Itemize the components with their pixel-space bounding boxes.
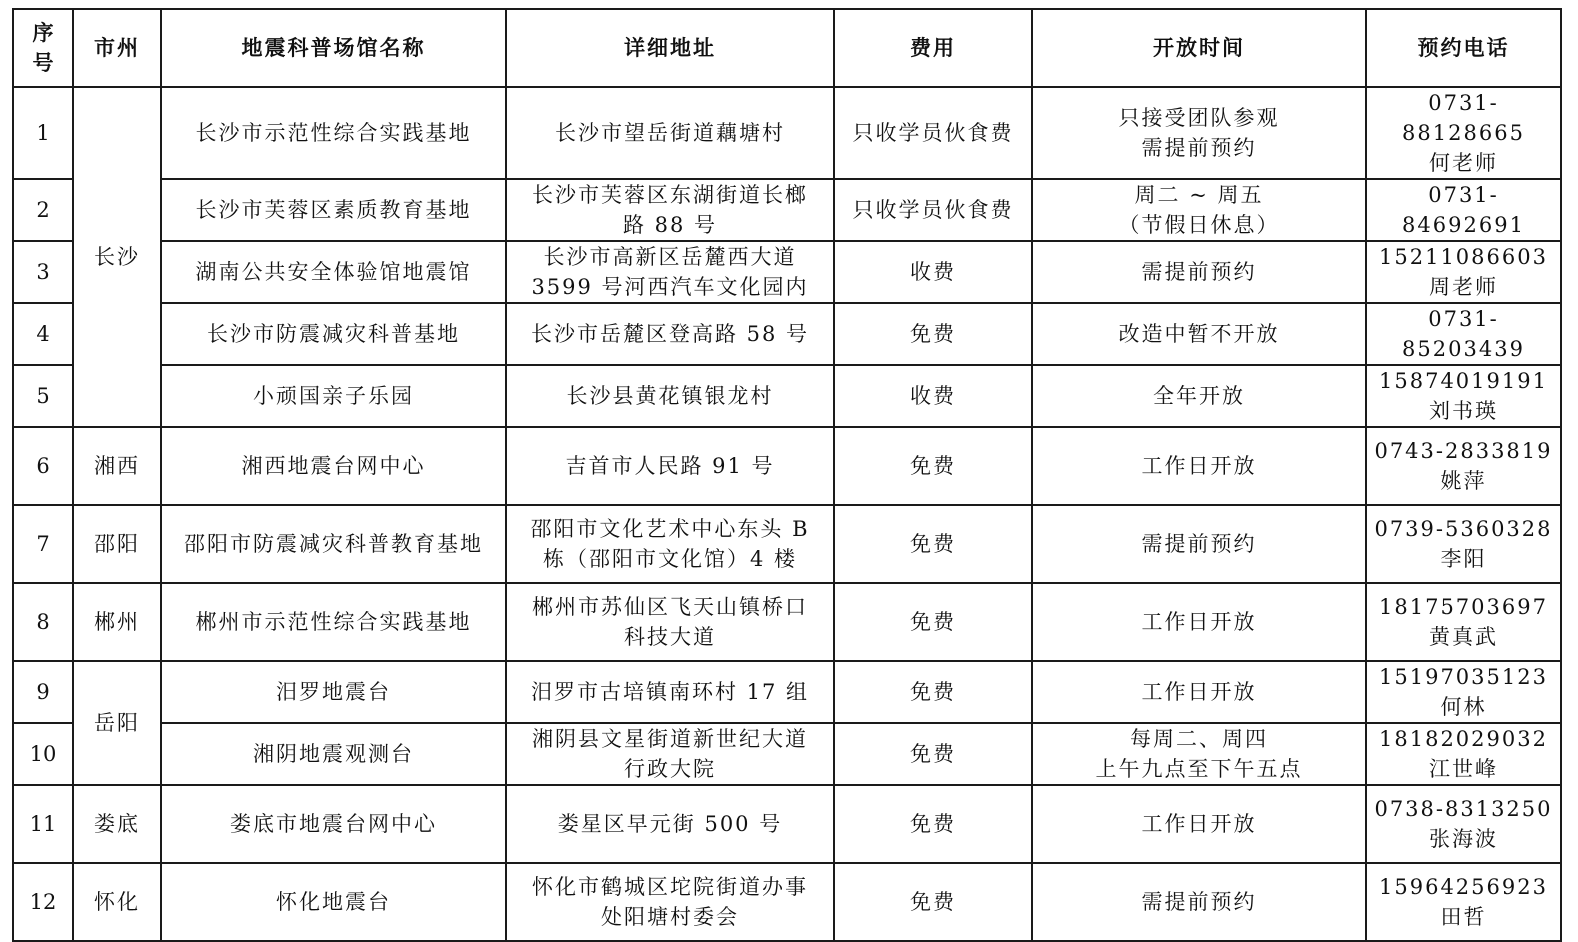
- cell-hours-line: 需提前预约: [1141, 136, 1257, 160]
- table-row: [13, 863, 1561, 941]
- cell-address-line: 邵阳市文化艺术中心东头 B: [530, 517, 810, 541]
- cell-fee: 免费: [834, 723, 1032, 785]
- cell-address-line: 长沙市芙蓉区东湖街道长榔: [532, 183, 808, 207]
- cell-phone-line: 0731-84692691: [1402, 183, 1525, 237]
- cell-venue-name: 汨罗地震台: [161, 661, 506, 723]
- cell-venue-name: 长沙市芙蓉区素质教育基地: [161, 179, 506, 241]
- cell-hours: [1032, 785, 1366, 863]
- cell-address: [506, 427, 834, 505]
- header-seq: 序 号: [13, 9, 73, 87]
- table-row: [13, 241, 1561, 303]
- table-row: [13, 303, 1561, 365]
- cell-venue-name: 长沙市示范性综合实践基地: [161, 87, 506, 179]
- cell-phone-line: 周老师: [1429, 275, 1498, 299]
- cell-phone-line: 15874019191: [1379, 369, 1548, 393]
- cell-phone: [1366, 661, 1561, 723]
- cell-hours: [1032, 661, 1366, 723]
- cell-seq: 10: [13, 723, 73, 785]
- table-row: [13, 723, 1561, 785]
- cell-phone: [1366, 179, 1561, 241]
- cell-phone-line: 15964256923: [1379, 875, 1548, 899]
- table-row: [13, 785, 1561, 863]
- cell-address-line: 行政大院: [624, 757, 716, 781]
- table-row: [13, 583, 1561, 661]
- cell-phone-line: 何林: [1440, 695, 1487, 719]
- cell-venue-name: 怀化地震台: [161, 863, 506, 941]
- cell-fee: 免费: [834, 427, 1032, 505]
- cell-seq: 12: [13, 863, 73, 941]
- cell-address-line: 科技大道: [624, 625, 716, 649]
- cell-fee: 收费: [834, 241, 1032, 303]
- cell-hours-line: 只接受团队参观: [1118, 106, 1280, 130]
- cell-phone: [1366, 723, 1561, 785]
- cell-phone: [1366, 365, 1561, 427]
- cell-venue-name: 娄底市地震台网中心: [161, 785, 506, 863]
- cell-hours: [1032, 505, 1366, 583]
- cell-hours-line: 工作日开放: [1141, 454, 1257, 478]
- cell-address: [506, 863, 834, 941]
- cell-hours-line: 需提前预约: [1141, 260, 1257, 284]
- table-row: [13, 87, 1561, 179]
- cell-seq: 2: [13, 179, 73, 241]
- cell-address-line: 怀化市鹤城区坨院街道办事: [532, 875, 808, 899]
- cell-address: [506, 661, 834, 723]
- cell-phone: [1366, 241, 1561, 303]
- cell-phone-line: 江世峰: [1429, 757, 1498, 781]
- cell-phone: [1366, 505, 1561, 583]
- cell-seq: 1: [13, 87, 73, 179]
- cell-venue-name: 湖南公共安全体验馆地震馆: [161, 241, 506, 303]
- cell-address-line: 湘阴县文星街道新世纪大道: [532, 727, 808, 751]
- cell-address-line: 吉首市人民路 91 号: [565, 454, 775, 478]
- cell-seq: 6: [13, 427, 73, 505]
- cell-fee: 只收学员伙食费: [834, 87, 1032, 179]
- cell-phone: [1366, 87, 1561, 179]
- cell-address-line: 处阳塘村委会: [601, 905, 739, 929]
- cell-phone: [1366, 583, 1561, 661]
- cell-hours-line: （节假日休息）: [1118, 213, 1280, 237]
- cell-hours: [1032, 303, 1366, 365]
- cell-phone-line: 姚萍: [1440, 469, 1487, 493]
- cell-phone-line: 何老师: [1429, 151, 1498, 175]
- cell-city: 娄底: [73, 785, 161, 863]
- cell-address-line: 长沙市高新区岳麓西大道: [543, 245, 797, 269]
- cell-venue-name: 湘阴地震观测台: [161, 723, 506, 785]
- cell-hours-line: 每周二、周四: [1130, 727, 1268, 751]
- table-row: [13, 179, 1561, 241]
- cell-address: [506, 87, 834, 179]
- cell-phone-line: 张海波: [1429, 827, 1498, 851]
- cell-hours: [1032, 365, 1366, 427]
- cell-phone: [1366, 303, 1561, 365]
- cell-fee: 免费: [834, 583, 1032, 661]
- cell-city: 邵阳: [73, 505, 161, 583]
- cell-phone: [1366, 863, 1561, 941]
- header-phone: 预约电话: [1366, 9, 1561, 87]
- table-row: [13, 427, 1561, 505]
- header-city: 市州: [73, 9, 161, 87]
- cell-seq: 3: [13, 241, 73, 303]
- cell-address-line: 路 88 号: [622, 213, 718, 237]
- header-hours: 开放时间: [1032, 9, 1366, 87]
- cell-fee: 收费: [834, 365, 1032, 427]
- cell-phone-line: 15211086603: [1379, 245, 1548, 269]
- cell-address: [506, 583, 834, 661]
- cell-city: 郴州: [73, 583, 161, 661]
- cell-hours: [1032, 427, 1366, 505]
- cell-fee: 免费: [834, 505, 1032, 583]
- cell-fee: 免费: [834, 785, 1032, 863]
- cell-hours-line: 需提前预约: [1141, 532, 1257, 556]
- cell-phone: [1366, 785, 1561, 863]
- cell-hours-line: 改造中暂不开放: [1118, 322, 1280, 346]
- cell-address-line: 长沙市岳麓区登高路 58 号: [530, 322, 810, 346]
- cell-hours-line: 工作日开放: [1141, 812, 1257, 836]
- cell-address-line: 栋（邵阳市文化馆）4 楼: [542, 547, 798, 571]
- cell-address-line: 郴州市苏仙区飞天山镇桥口: [532, 595, 808, 619]
- cell-phone-line: 15197035123: [1379, 665, 1548, 689]
- header-address: 详细地址: [506, 9, 834, 87]
- cell-phone: [1366, 427, 1561, 505]
- cell-city: 怀化: [73, 863, 161, 941]
- cell-venue-name: 邵阳市防震减灾科普教育基地: [161, 505, 506, 583]
- cell-venue-name: 郴州市示范性综合实践基地: [161, 583, 506, 661]
- cell-address: [506, 785, 834, 863]
- cell-hours-line: 上午九点至下午五点: [1095, 757, 1303, 781]
- cell-hours: [1032, 241, 1366, 303]
- cell-city: 岳阳: [73, 661, 161, 785]
- cell-phone-line: 0738-8313250: [1374, 797, 1553, 821]
- cell-address: [506, 241, 834, 303]
- cell-hours-line: 周二 ~ 周五: [1134, 183, 1264, 207]
- cell-hours-line: 工作日开放: [1141, 610, 1257, 634]
- cell-phone-line: 0739-5360328: [1374, 517, 1553, 541]
- cell-address-line: 娄星区早元街 500 号: [557, 812, 783, 836]
- venue-table: [12, 8, 1562, 942]
- cell-phone-line: 刘书瑛: [1429, 399, 1498, 423]
- table-row: [13, 365, 1561, 427]
- cell-hours-line: 工作日开放: [1141, 680, 1257, 704]
- cell-hours: [1032, 87, 1366, 179]
- header-row: [13, 9, 1561, 87]
- header-name: 地震科普场馆名称: [161, 9, 506, 87]
- cell-address: [506, 505, 834, 583]
- cell-address-line: 长沙市望岳街道藕塘村: [555, 121, 785, 145]
- venue-table-container: [12, 8, 1562, 942]
- cell-venue-name: 长沙市防震减灾科普基地: [161, 303, 506, 365]
- cell-address: [506, 179, 834, 241]
- cell-address-line: 长沙县黄花镇银龙村: [566, 384, 774, 408]
- table-body: [13, 87, 1561, 941]
- header-fee: 费用: [834, 9, 1032, 87]
- cell-address-line: 3599 号河西汽车文化园内: [531, 275, 809, 299]
- cell-fee: 免费: [834, 863, 1032, 941]
- cell-seq: 7: [13, 505, 73, 583]
- cell-phone-line: 黄真武: [1429, 625, 1498, 649]
- cell-hours: [1032, 723, 1366, 785]
- cell-phone-line: 18175703697: [1379, 595, 1548, 619]
- cell-fee: 免费: [834, 303, 1032, 365]
- cell-seq: 11: [13, 785, 73, 863]
- cell-phone-line: 0743-2833819: [1374, 439, 1553, 463]
- cell-fee: 只收学员伙食费: [834, 179, 1032, 241]
- cell-address: [506, 365, 834, 427]
- cell-seq: 8: [13, 583, 73, 661]
- cell-seq: 5: [13, 365, 73, 427]
- cell-phone-line: 李阳: [1440, 547, 1487, 571]
- cell-hours: [1032, 179, 1366, 241]
- cell-phone-line: 田哲: [1440, 905, 1487, 929]
- cell-address: [506, 303, 834, 365]
- table-row: [13, 661, 1561, 723]
- cell-address-line: 汨罗市古培镇南环村 17 组: [530, 680, 810, 704]
- cell-city: 长沙: [73, 87, 161, 427]
- cell-seq: 4: [13, 303, 73, 365]
- cell-hours-line: 需提前预约: [1141, 890, 1257, 914]
- cell-phone-line: 18182029032: [1379, 727, 1548, 751]
- cell-city: 湘西: [73, 427, 161, 505]
- cell-address: [506, 723, 834, 785]
- cell-hours: [1032, 863, 1366, 941]
- cell-venue-name: 湘西地震台网中心: [161, 427, 506, 505]
- cell-hours-line: 全年开放: [1153, 384, 1245, 408]
- cell-venue-name: 小顽国亲子乐园: [161, 365, 506, 427]
- cell-hours: [1032, 583, 1366, 661]
- cell-seq: 9: [13, 661, 73, 723]
- table-row: [13, 505, 1561, 583]
- cell-fee: 免费: [834, 661, 1032, 723]
- cell-phone-line: 0731-85203439: [1402, 307, 1525, 361]
- cell-phone-line: 0731-88128665: [1402, 91, 1525, 145]
